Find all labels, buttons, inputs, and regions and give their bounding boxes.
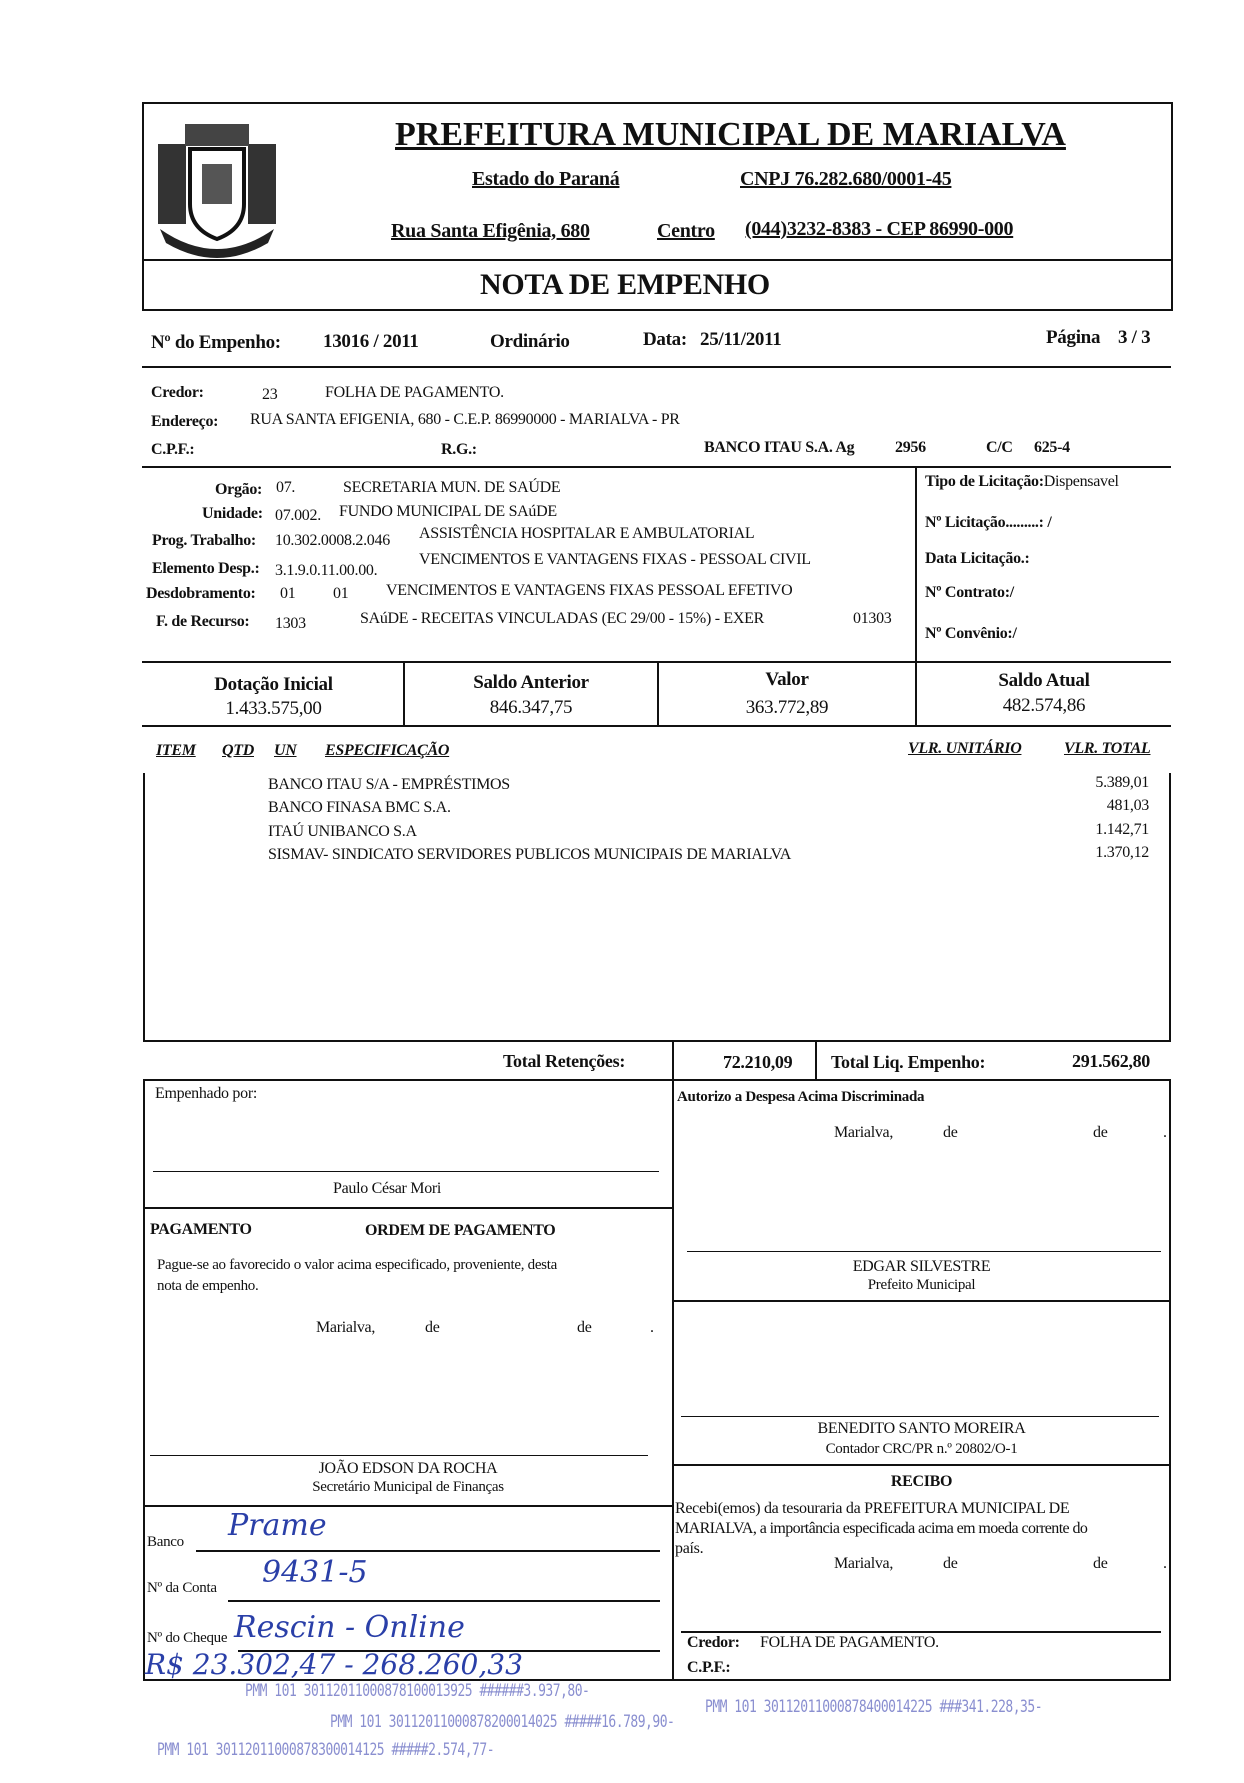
empenho-type: Ordinário [490,331,570,352]
item-total: 1.370,12 [1095,844,1149,861]
rg-label: R.G.: [441,441,477,458]
conta-line [228,1600,660,1602]
recibo-text: MARIALVA, a importância especificada acima em moeda corrente do [675,1520,1088,1537]
page-label: Página [1046,327,1101,348]
orgao-label: Orgão: [215,481,263,498]
prefeito-title: Prefeito Municipal [867,1277,976,1293]
autorizo-label: Autorizo a Despesa Acima Discriminada [677,1089,925,1105]
de: de [1093,1555,1108,1572]
banco-label: Banco [147,1534,184,1550]
saldo-atual-value: 482.574,86 [1002,695,1086,716]
retencoes-value: 72.210,09 [723,1052,793,1072]
street-address: Rua Santa Efigênia, 680 [391,220,590,242]
endereco-label: Endereço: [151,413,219,430]
divider [143,773,145,1041]
credor-name: FOLHA DE PAGAMENTO. [325,384,504,401]
divider [1169,773,1171,1041]
divider [143,1079,145,1680]
recurso-code-2: 01303 [853,610,892,627]
prog-label: Prog. Trabalho: [152,532,256,549]
divider [673,1300,1171,1302]
coat-of-arms-logo [150,114,284,264]
col-especificacao: ESPECIFICAÇÃO [325,742,450,759]
unidade: FUNDO MUNICIPAL DE SAúDE [339,503,557,520]
signature-line [153,1171,659,1172]
liquido-value: 291.562,80 [1072,1051,1151,1071]
recurso: SAúDE - RECEITAS VINCULADAS (EC 29/00 - 15%) - EXER [360,610,764,627]
divider [143,1207,673,1209]
signature-line [687,1251,1161,1252]
district: Centro [657,220,715,242]
divider [143,1079,1171,1081]
licitacao-date: Data Licitação.: [925,550,1030,567]
divider [142,725,1171,727]
valor-value: 363.772,89 [745,697,829,718]
marialva: Marialva, [834,1555,894,1572]
unidade-code: 07.002. [275,507,321,524]
item-spec: BANCO FINASA BMC S.A. [268,799,451,816]
pagamento-label: PAGAMENTO [150,1221,252,1238]
cheque-handwritten: Rescin - Online [234,1610,465,1645]
divider [673,1464,1171,1466]
empenho-label: Nº do Empenho: [151,332,281,353]
pague-text-2: nota de empenho. [157,1278,259,1294]
cc-label: C/C [986,439,1013,456]
divider [672,1040,674,1680]
divider [915,466,917,662]
elemento-label: Elemento Desp.: [152,560,260,577]
empenho-number: 13016 / 2011 [323,331,419,352]
col-un: UN [274,742,297,759]
bank-stamp: PMM 101 30112011000878300014125 #####2.574,77- [157,1740,495,1761]
valor-label: Valor [765,669,809,690]
divider [1169,1079,1171,1680]
col-item: ITEM [156,742,196,759]
desdobramento-label: Desdobramento: [146,585,256,602]
liquido-label: Total Liq. Empenho: [831,1052,986,1072]
conta-label: Nº da Conta [147,1580,217,1596]
date: 25/11/2011 [700,329,782,350]
orgao: SECRETARIA MUN. DE SAÚDE [343,479,561,496]
bank-stamp: PMM 101 30112011000878100013925 ######3.937,80- [245,1681,590,1702]
item-total: 5.389,01 [1095,774,1149,791]
de: de [943,1555,958,1572]
banco-handwritten: Prame [228,1508,327,1543]
recibo-text: país. [675,1540,704,1557]
cheque-label: Nº do Cheque [147,1630,228,1646]
saldo-anterior-value: 846.347,75 [489,697,573,718]
cpf-label: C.P.F.: [151,441,195,458]
banco-line [196,1550,660,1552]
col-qtd: QTD [222,742,254,759]
secretario-title: Secretário Municipal de Finanças [312,1479,504,1495]
divider [143,1040,1171,1042]
divider [142,466,1171,468]
contrato: Nº Contrato:/ [925,584,1014,601]
tipo-label: Tipo de Licitação: [925,473,1044,490]
date-label: Data: [643,329,687,350]
doc-title: NOTA DE EMPENHO [480,268,770,301]
col-vlr-total: VLR. TOTAL [1064,740,1151,757]
licitacao-number: Nº Licitação.........: / [925,514,1052,531]
saldo-atual-label: Saldo Atual [998,670,1090,691]
contador-title: Contador CRC/PR n.º 20802/O-1 [825,1441,1018,1457]
de: de [577,1319,592,1336]
dotacao-label: Dotação Inicial [214,674,333,695]
divider [142,366,1171,368]
cc-number: 625-4 [1034,439,1070,456]
desdobramento-b: 01 [333,585,349,602]
recurso-label: F. de Recurso: [156,613,250,630]
signature-line [150,1455,648,1456]
page-number: 3 / 3 [1118,327,1151,348]
prog-code: 10.302.0008.2.046 [275,532,390,549]
signature-line [681,1631,1161,1633]
dot: . [650,1319,654,1336]
unidade-label: Unidade: [202,505,263,522]
ordem-pagamento-label: ORDEM DE PAGAMENTO [365,1222,556,1239]
secretario-name: JOÃO EDSON DA ROCHA [318,1460,498,1477]
marialva: Marialva, [834,1124,894,1141]
conta-handwritten: 9431-5 [262,1555,368,1590]
retencoes-label: Total Retenções: [503,1051,626,1071]
empenhado-name: Paulo César Mori [333,1180,442,1197]
empenhado-label: Empenhado por: [155,1085,257,1102]
signature-line [681,1416,1159,1417]
desdobramento: VENCIMENTOS E VANTAGENS FIXAS PESSOAL EFETIVO [386,582,793,599]
recibo-text: Recebi(emos) da tesouraria da PREFEITURA MUNICIPAL DE [675,1500,1070,1517]
contador-name: BENEDITO SANTO MOREIRA [817,1420,1026,1437]
tipo-value: Dispensavel [1043,473,1119,490]
de: de [425,1319,440,1336]
de: de [1093,1124,1108,1141]
orgao-code: 07. [276,479,296,496]
divider [143,1505,673,1507]
bank-stamp: PMM 101 30112011000878200014025 #####16.789,90- [330,1712,675,1733]
divider [815,1040,817,1080]
bank-stamp: PMM 101 30112011000878400014225 ###341.228,35- [705,1697,1043,1718]
recibo-credor-label: Credor: [687,1634,740,1651]
dotacao-value: 1.433.575,00 [225,698,322,719]
desdobramento-a: 01 [280,585,296,602]
bank-name: BANCO ITAU S.A. Ag [704,439,855,456]
recibo-cpf-label: C.P.F.: [687,1659,731,1676]
marialva: Marialva, [316,1319,376,1336]
recibo-credor: FOLHA DE PAGAMENTO. [760,1634,939,1651]
credor-label: Credor: [151,384,204,401]
phone-cep: (044)3232-8383 - CEP 86990-000 [745,218,1014,240]
saldo-anterior-label: Saldo Anterior [473,672,589,693]
dot: . [1163,1555,1167,1572]
item-total: 1.142,71 [1095,821,1149,838]
item-spec: ITAÚ UNIBANCO S.A [268,823,417,840]
elemento: VENCIMENTOS E VANTAGENS FIXAS - PESSOAL CIVIL [419,551,811,568]
dot: . [1163,1124,1167,1141]
tipo-licitacao-label [925,473,1119,491]
recibo-title: RECIBO [890,1473,953,1490]
prefeitura-title: PREFEITURA MUNICIPAL DE MARIALVA [395,116,1066,153]
de: de [943,1124,958,1141]
pague-text: Pague-se ao favorecido o valor acima especificado, proveniente, desta [157,1257,557,1273]
recurso-code: 1303 [275,615,306,632]
item-spec: SISMAV- SINDICATO SERVIDORES PUBLICOS MUNICIPAIS DE MARIALVA [268,846,792,863]
item-spec: BANCO ITAU S/A - EMPRÉSTIMOS [268,776,510,793]
divider [142,259,1171,261]
convenio: Nº Convênio:/ [925,625,1017,642]
amount-handwritten: R$ 23.302,47 - 268.260,33 [145,1648,523,1681]
col-vlr-unitario: VLR. UNITÁRIO [908,740,1022,757]
cnpj: CNPJ 76.282.680/0001-45 [740,168,952,190]
prog: ASSISTÊNCIA HOSPITALAR E AMBULATORIAL [419,525,755,542]
endereco: RUA SANTA EFIGENIA, 680 - C.E.P. 86990000 - MARIALVA - PR [250,411,680,428]
elemento-code: 3.1.9.0.11.00.00. [275,562,378,579]
item-total: 481,03 [1106,797,1149,814]
prefeito-name: EDGAR SILVESTRE [852,1258,991,1275]
credor-code: 23 [262,386,278,403]
agency: 2956 [895,439,926,456]
state: Estado do Paraná [472,168,620,190]
